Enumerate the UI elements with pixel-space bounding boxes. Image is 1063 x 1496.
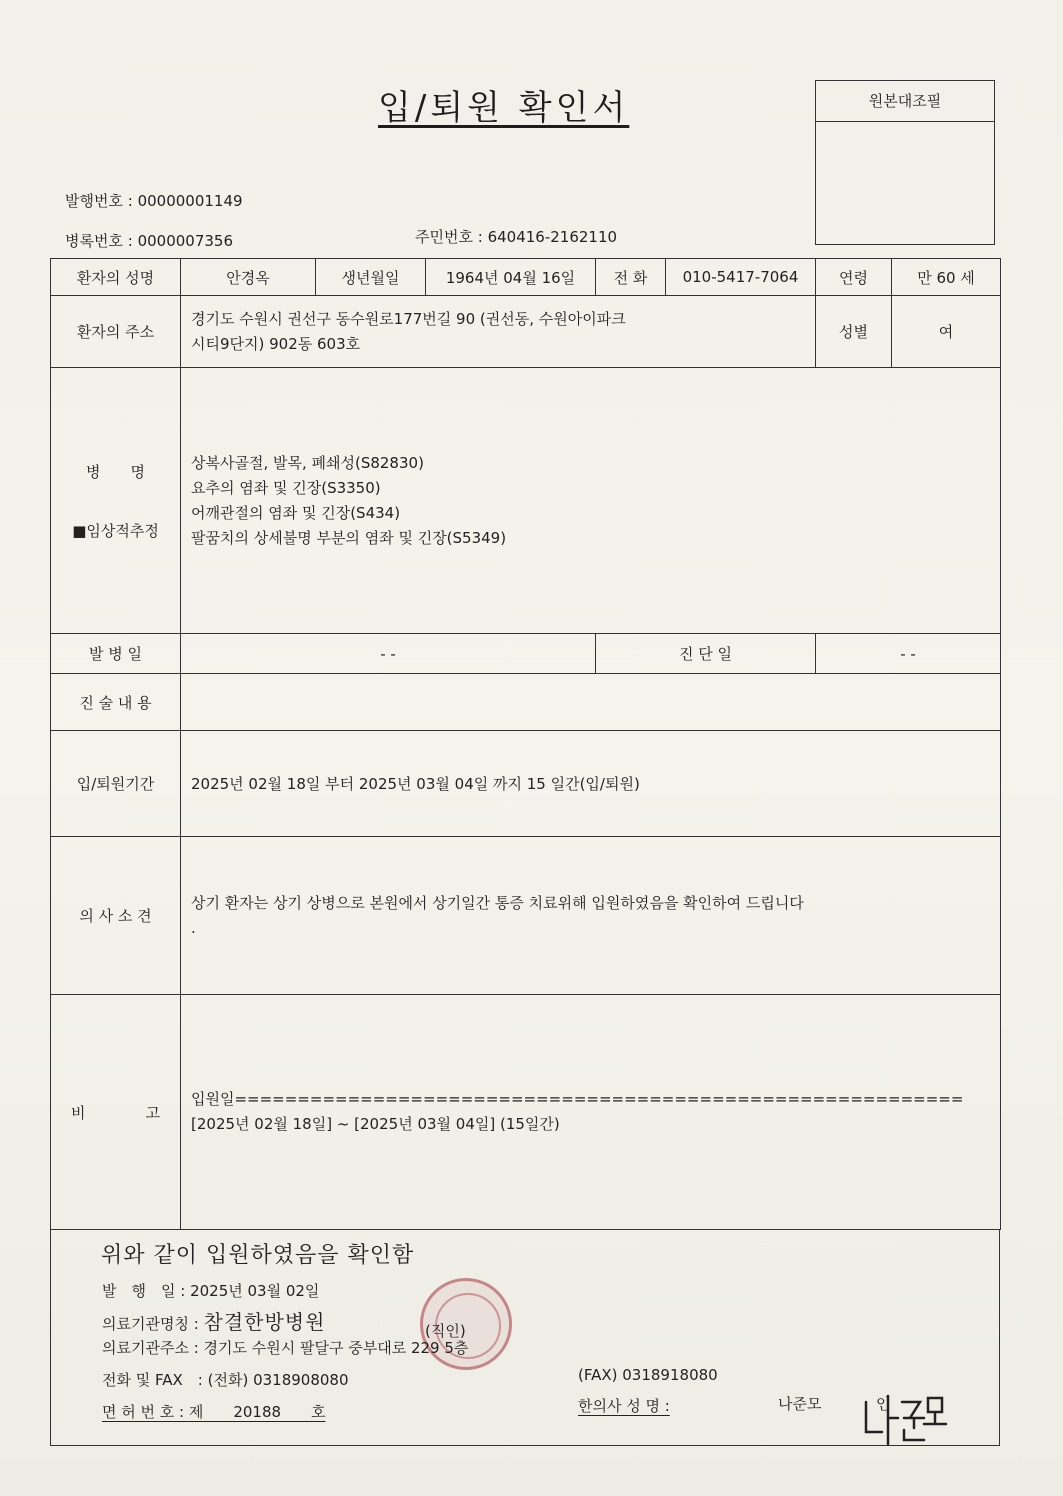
age-label: 연령 <box>816 259 892 296</box>
diagnosis-item: 어깨관절의 염좌 및 긴장(S434) <box>191 503 401 522</box>
doctor-name: 나준모 <box>778 1395 822 1413</box>
resident-number-value: 640416-2162110 <box>487 228 618 246</box>
diagnosis-item: 요추의 염좌 및 긴장(S3350) <box>191 478 381 497</box>
birth-date: 1964년 04월 16일 <box>426 259 596 296</box>
phone-label: 전 화 <box>596 259 666 296</box>
onset-date-label: 발 병 일 <box>51 634 181 674</box>
address-label: 환자의 주소 <box>51 296 181 368</box>
address-line-1: 경기도 수원시 권선구 동수원로177번길 90 (권선동, 수원아이파크 <box>191 309 626 328</box>
sex-label: 성별 <box>816 296 892 368</box>
diagnosis-date-label: 진 단 일 <box>596 634 816 674</box>
telephone <box>102 1369 349 1390</box>
license-number-label: 면 허 번 호 : <box>102 1403 189 1421</box>
remarks <box>181 995 1001 1230</box>
telephone-label: 전화 및 FAX : <box>102 1371 208 1389</box>
birth-date-label: 생년월일 <box>316 259 426 296</box>
age: 만 60 세 <box>892 259 1001 296</box>
license-number <box>102 1401 326 1422</box>
stay-period: 2025년 02월 18일 부터 2025년 03월 04일 까지 15 일간(입/퇴원) <box>181 731 1001 837</box>
doctor-opinion-text: 상기 환자는 상기 상병으로 본원에서 상기일간 통증 치료위해 입원하였음을 확인하여 드립니다 <box>191 893 804 912</box>
diagnosis-label-cell <box>51 368 181 634</box>
remarks-line-2: [2025년 02월 18일] ~ [2025년 03월 04일] (15일간) <box>191 1115 560 1133</box>
original-verification-box <box>815 80 995 245</box>
issue-number-label: 발행번호 : <box>65 192 138 210</box>
institution-name-label: 의료기관명칭 : <box>102 1315 204 1333</box>
seal-note: (직인) <box>425 1322 466 1340</box>
diagnosis-item: 팔꿈치의 상세불명 부분의 염좌 및 긴장(S5349) <box>191 528 507 547</box>
certificate-table <box>50 258 1001 1230</box>
onset-date: - - <box>181 634 596 674</box>
doctor-opinion-label: 의 사 소 견 <box>51 837 181 995</box>
resident-number <box>415 226 617 247</box>
diagnosis-label: 병 명 <box>86 462 145 481</box>
remarks-label: 비 고 <box>51 995 181 1230</box>
doctor-signature <box>858 1388 948 1452</box>
confirmation-statement: 위와 같이 입원하였음을 확인함 <box>101 1243 415 1268</box>
issue-date-value: 2025년 03월 02일 <box>190 1282 320 1300</box>
diagnosis-item: 상복사골절, 발목, 폐쇄성(S82830) <box>191 453 424 472</box>
patient-name-label: 환자의 성명 <box>51 259 181 296</box>
institution-name-value: 참결한방병원 <box>203 1310 326 1334</box>
doctor-name-label: 한의사 성 명 : <box>578 1397 670 1415</box>
document-title: 입/퇴원 확인서 <box>378 88 630 128</box>
doctor-opinion <box>181 837 1001 995</box>
clinical-estimate-label: ■임상적추정 <box>72 521 159 540</box>
fax: (FAX) 0318918080 <box>578 1366 718 1384</box>
patient-name: 안경옥 <box>181 259 316 296</box>
record-number-label: 병록번호 : <box>65 232 138 250</box>
record-number <box>65 230 233 251</box>
issue-number-value: 00000001149 <box>137 192 243 210</box>
patient-address <box>181 296 816 368</box>
doctor-seal-mark: 인 <box>876 1395 891 1413</box>
statement-content <box>181 674 1001 731</box>
remarks-line-1: 입원일========================================================== <box>191 1090 964 1108</box>
institution-name <box>102 1306 325 1335</box>
stay-period-label: 입/퇴원기간 <box>51 731 181 837</box>
resident-number-label: 주민번호 : <box>415 228 488 246</box>
diagnosis-date: - - <box>816 634 1001 674</box>
sex: 여 <box>892 296 1001 368</box>
doctor-opinion-tail: . <box>191 918 196 937</box>
diagnosis-list <box>181 368 1001 634</box>
institution-address <box>102 1337 468 1358</box>
issue-date-label: 발 행 일 : <box>102 1282 191 1300</box>
institution-address-label: 의료기관주소 : <box>102 1339 204 1357</box>
license-number-value: 제 20188 호 <box>188 1403 326 1421</box>
telephone-value: (전화) 0318908080 <box>207 1371 349 1389</box>
statement-label: 진 술 내 용 <box>51 674 181 731</box>
record-number-value: 0000007356 <box>137 232 233 250</box>
address-line-2: 시티9단지) 902동 603호 <box>191 334 361 353</box>
institution-address-value: 경기도 수원시 팔달구 중부대로 229 5층 <box>203 1339 469 1357</box>
phone: 010-5417-7064 <box>666 259 816 296</box>
original-verification-label: 원본대조필 <box>816 81 994 122</box>
issue-number <box>65 190 243 211</box>
issue-date <box>102 1280 319 1301</box>
